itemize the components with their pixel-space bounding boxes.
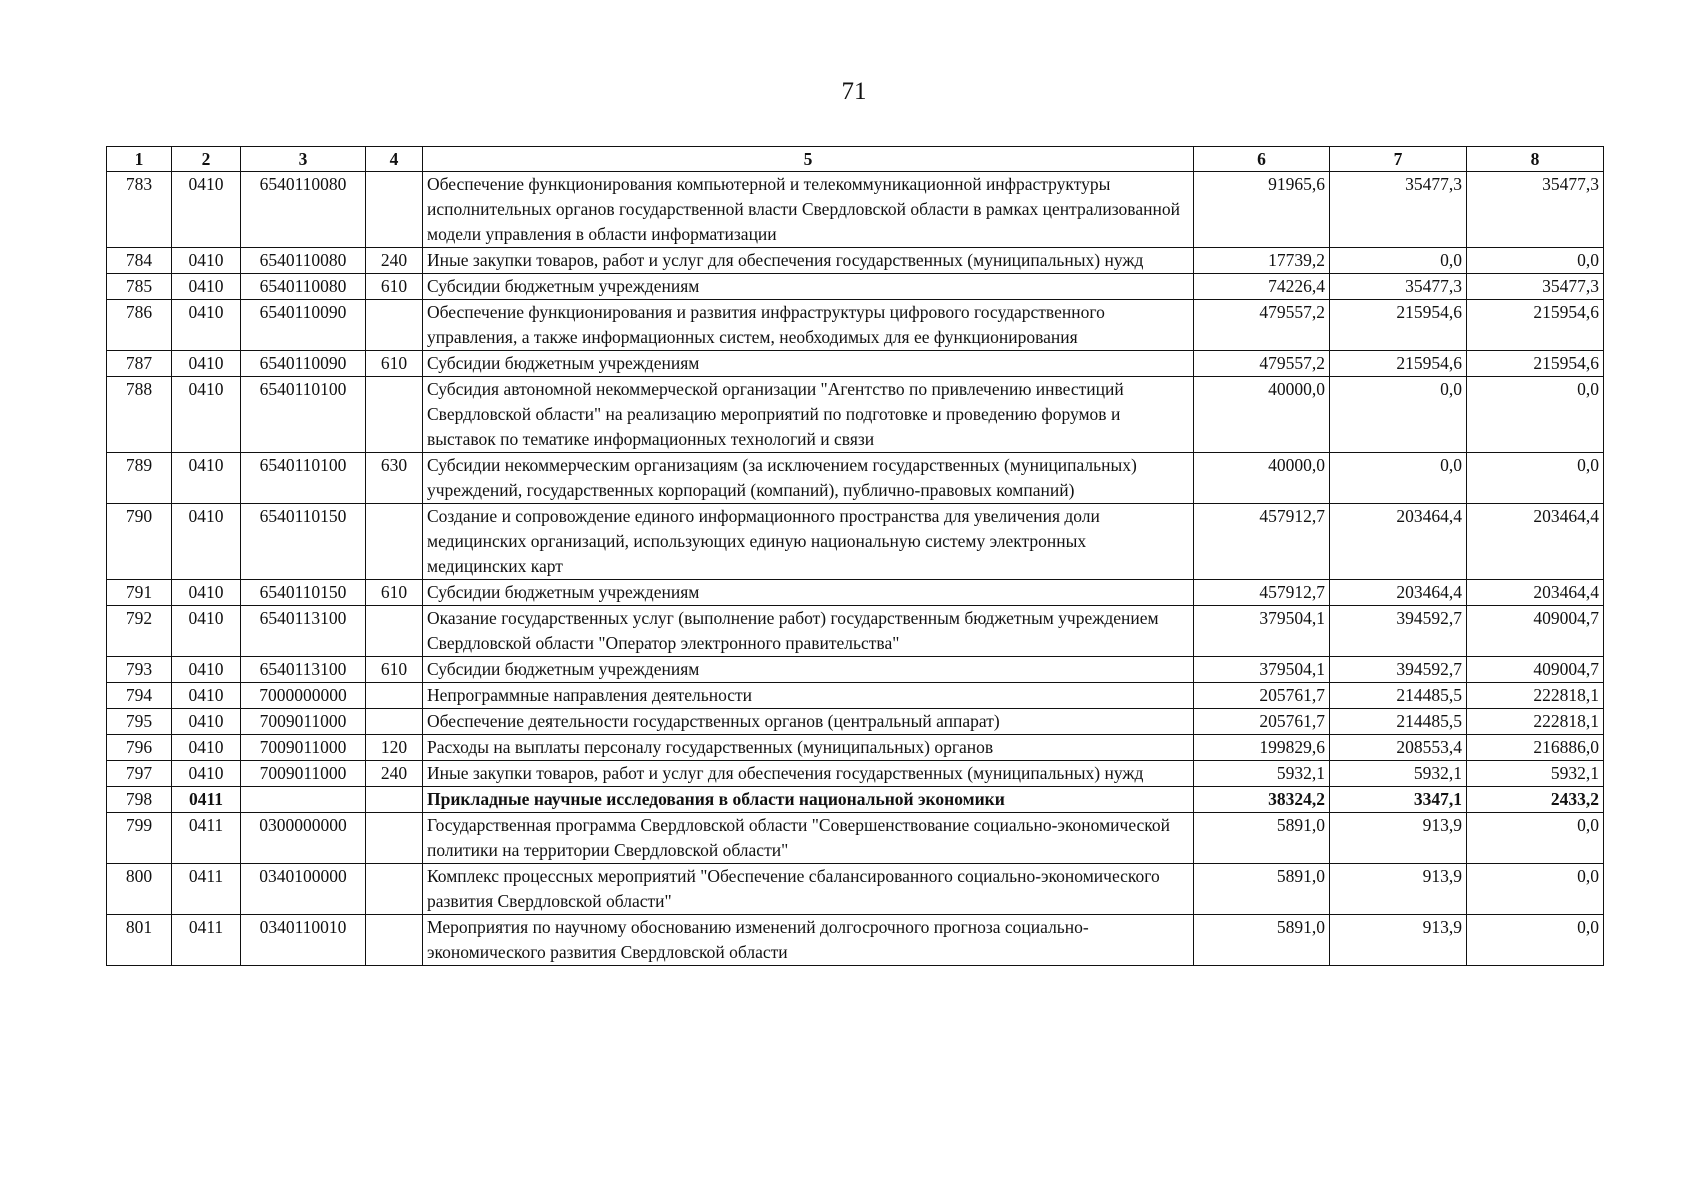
- header-cell: 4: [366, 147, 423, 172]
- row-number-cell: 793: [107, 657, 172, 683]
- section-code-cell: 0411: [172, 864, 241, 915]
- amount-col6-cell: 205761,7: [1194, 709, 1330, 735]
- section-code-cell: 0410: [172, 657, 241, 683]
- amount-col7-cell: 35477,3: [1330, 172, 1467, 248]
- row-number-cell: 789: [107, 453, 172, 504]
- amount-col6-cell: 40000,0: [1194, 377, 1330, 453]
- amount-col7-cell: 214485,5: [1330, 709, 1467, 735]
- article-code-cell: 7000000000: [241, 683, 366, 709]
- row-number-cell: 800: [107, 864, 172, 915]
- expense-type-cell: 610: [366, 351, 423, 377]
- row-number-cell: 801: [107, 915, 172, 966]
- amount-col7-cell: 215954,6: [1330, 300, 1467, 351]
- description-cell: Мероприятия по научному обоснованию изменений долгосрочного прогноза социально-экономического развития Свердловской области: [423, 915, 1194, 966]
- amount-col8-cell: 0,0: [1467, 864, 1604, 915]
- amount-col8-cell: 35477,3: [1467, 172, 1604, 248]
- article-code-cell: 6540110150: [241, 504, 366, 580]
- row-number-cell: 784: [107, 248, 172, 274]
- section-code-cell: 0410: [172, 504, 241, 580]
- section-code-cell: 0410: [172, 248, 241, 274]
- article-code-cell: 6540110150: [241, 580, 366, 606]
- description-cell: Иные закупки товаров, работ и услуг для обеспечения государственных (муниципальных) нужд: [423, 248, 1194, 274]
- table-row: [107, 761, 1604, 787]
- amount-col8-cell: 0,0: [1467, 248, 1604, 274]
- amount-col8-cell: 5932,1: [1467, 761, 1604, 787]
- row-number-cell: 798: [107, 787, 172, 813]
- amount-col6-cell: 17739,2: [1194, 248, 1330, 274]
- amount-col8-cell: 203464,4: [1467, 504, 1604, 580]
- article-code-cell: 0340100000: [241, 864, 366, 915]
- section-code-cell: 0410: [172, 735, 241, 761]
- amount-col6-cell: 5891,0: [1194, 864, 1330, 915]
- article-code-cell: 7009011000: [241, 761, 366, 787]
- table-row: [107, 248, 1604, 274]
- amount-col7-cell: 0,0: [1330, 377, 1467, 453]
- description-cell: Оказание государственных услуг (выполнение работ) государственным бюджетным учреждением Свердловской области "Оператор электронного правительства": [423, 606, 1194, 657]
- description-cell: Обеспечение функционирования компьютерной и телекоммуникационной инфраструктуры исполнительных органов государственной власти Свердловской области в рамках централизованной модели управления в области информатизации: [423, 172, 1194, 248]
- amount-col8-cell: 215954,6: [1467, 300, 1604, 351]
- row-number-cell: 785: [107, 274, 172, 300]
- header-cell: 8: [1467, 147, 1604, 172]
- section-code-cell: 0411: [172, 813, 241, 864]
- article-code-cell: 6540110090: [241, 300, 366, 351]
- section-code-cell: 0410: [172, 761, 241, 787]
- description-cell: Создание и сопровождение единого информационного пространства для увеличения доли медицинских организаций, использующих единую национальную систему электронных медицинских карт: [423, 504, 1194, 580]
- section-code-cell: 0410: [172, 377, 241, 453]
- description-cell: Расходы на выплаты персоналу государственных (муниципальных) органов: [423, 735, 1194, 761]
- amount-col6-cell: 205761,7: [1194, 683, 1330, 709]
- row-number-cell: 786: [107, 300, 172, 351]
- table-row: [107, 709, 1604, 735]
- amount-col7-cell: 208553,4: [1330, 735, 1467, 761]
- description-cell: Субсидии бюджетным учреждениям: [423, 657, 1194, 683]
- amount-col8-cell: 0,0: [1467, 915, 1604, 966]
- description-cell: Прикладные научные исследования в области национальной экономики: [423, 787, 1194, 813]
- description-cell: Субсидии бюджетным учреждениям: [423, 351, 1194, 377]
- article-code-cell: 7009011000: [241, 735, 366, 761]
- expense-type-cell: 610: [366, 274, 423, 300]
- description-cell: Обеспечение деятельности государственных органов (центральный аппарат): [423, 709, 1194, 735]
- expense-type-cell: [366, 172, 423, 248]
- section-code-cell: 0411: [172, 787, 241, 813]
- page-number: 71: [841, 78, 867, 105]
- amount-col6-cell: 91965,6: [1194, 172, 1330, 248]
- expense-type-cell: [366, 377, 423, 453]
- description-cell: Обеспечение функционирования и развития инфраструктуры цифрового государственного управления, а также информационных систем, необходимых для ее функционирования: [423, 300, 1194, 351]
- description-cell: Субсидии некоммерческим организациям (за исключением государственных (муниципальных) учреждений, государственных корпораций (компаний), публично-правовых компаний): [423, 453, 1194, 504]
- section-code-cell: 0411: [172, 915, 241, 966]
- section-code-cell: 0410: [172, 300, 241, 351]
- article-code-cell: 0340110010: [241, 915, 366, 966]
- row-number-cell: 790: [107, 504, 172, 580]
- amount-col6-cell: 379504,1: [1194, 657, 1330, 683]
- amount-col8-cell: 222818,1: [1467, 683, 1604, 709]
- expense-type-cell: 240: [366, 248, 423, 274]
- amount-col7-cell: 0,0: [1330, 453, 1467, 504]
- row-number-cell: 797: [107, 761, 172, 787]
- amount-col6-cell: 5932,1: [1194, 761, 1330, 787]
- amount-col7-cell: 913,9: [1330, 864, 1467, 915]
- header-cell: 3: [241, 147, 366, 172]
- row-number-cell: 794: [107, 683, 172, 709]
- amount-col8-cell: 35477,3: [1467, 274, 1604, 300]
- expense-type-cell: 120: [366, 735, 423, 761]
- row-number-cell: 787: [107, 351, 172, 377]
- amount-col8-cell: 409004,7: [1467, 657, 1604, 683]
- amount-col6-cell: 379504,1: [1194, 606, 1330, 657]
- section-code-cell: 0410: [172, 453, 241, 504]
- table-row: [107, 657, 1604, 683]
- article-code-cell: 7009011000: [241, 709, 366, 735]
- section-code-cell: 0410: [172, 709, 241, 735]
- amount-col6-cell: 479557,2: [1194, 300, 1330, 351]
- amount-col8-cell: 0,0: [1467, 377, 1604, 453]
- expense-type-cell: [366, 915, 423, 966]
- row-number-cell: 795: [107, 709, 172, 735]
- expense-type-cell: [366, 300, 423, 351]
- expense-type-cell: [366, 606, 423, 657]
- amount-col6-cell: 38324,2: [1194, 787, 1330, 813]
- article-code-cell: 6540110080: [241, 172, 366, 248]
- amount-col6-cell: 74226,4: [1194, 274, 1330, 300]
- section-code-cell: 0410: [172, 351, 241, 377]
- header-cell: 6: [1194, 147, 1330, 172]
- description-cell: Субсидия автономной некоммерческой организации "Агентство по привлечению инвестиций Свердловской области" на реализацию мероприятий по подготовке и проведению форумов и выставок по тематике информационных технологий и связи: [423, 377, 1194, 453]
- row-number-cell: 783: [107, 172, 172, 248]
- header-cell: 1: [107, 147, 172, 172]
- amount-col7-cell: 214485,5: [1330, 683, 1467, 709]
- amount-col7-cell: 203464,4: [1330, 580, 1467, 606]
- row-number-cell: 796: [107, 735, 172, 761]
- header-cell: 7: [1330, 147, 1467, 172]
- amount-col8-cell: 2433,2: [1467, 787, 1604, 813]
- amount-col7-cell: 394592,7: [1330, 657, 1467, 683]
- amount-col7-cell: 913,9: [1330, 915, 1467, 966]
- table-row: [107, 606, 1604, 657]
- expense-type-cell: 630: [366, 453, 423, 504]
- section-code-cell: 0410: [172, 683, 241, 709]
- description-cell: Непрограммные направления деятельности: [423, 683, 1194, 709]
- table-row: [107, 172, 1604, 248]
- section-code-cell: 0410: [172, 580, 241, 606]
- amount-col8-cell: 409004,7: [1467, 606, 1604, 657]
- table-row: [107, 813, 1604, 864]
- table-row: [107, 351, 1604, 377]
- article-code-cell: 6540110080: [241, 274, 366, 300]
- amount-col6-cell: 5891,0: [1194, 915, 1330, 966]
- article-code-cell: [241, 787, 366, 813]
- amount-col8-cell: 0,0: [1467, 453, 1604, 504]
- header-row: [107, 147, 1604, 172]
- amount-col6-cell: 457912,7: [1194, 504, 1330, 580]
- row-number-cell: 799: [107, 813, 172, 864]
- amount-col8-cell: 0,0: [1467, 813, 1604, 864]
- expense-type-cell: [366, 504, 423, 580]
- table-row: [107, 504, 1604, 580]
- row-number-cell: 792: [107, 606, 172, 657]
- amount-col8-cell: 222818,1: [1467, 709, 1604, 735]
- expense-type-cell: [366, 709, 423, 735]
- header-cell: 5: [423, 147, 1194, 172]
- description-cell: Иные закупки товаров, работ и услуг для обеспечения государственных (муниципальных) нужд: [423, 761, 1194, 787]
- table-row: [107, 453, 1604, 504]
- table-row: [107, 683, 1604, 709]
- table-row: [107, 580, 1604, 606]
- description-cell: Государственная программа Свердловской области "Совершенствование социально-экономической политики на территории Свердловской области": [423, 813, 1194, 864]
- amount-col7-cell: 913,9: [1330, 813, 1467, 864]
- section-code-cell: 0410: [172, 172, 241, 248]
- expense-type-cell: [366, 683, 423, 709]
- table-row: [107, 864, 1604, 915]
- budget-table: [106, 146, 1604, 966]
- amount-col8-cell: 216886,0: [1467, 735, 1604, 761]
- row-number-cell: 791: [107, 580, 172, 606]
- table-row: [107, 735, 1604, 761]
- amount-col7-cell: 35477,3: [1330, 274, 1467, 300]
- description-cell: Комплекс процессных мероприятий "Обеспечение сбалансированного социально-экономического развития Свердловской области": [423, 864, 1194, 915]
- article-code-cell: 6540110080: [241, 248, 366, 274]
- amount-col7-cell: 394592,7: [1330, 606, 1467, 657]
- amount-col6-cell: 457912,7: [1194, 580, 1330, 606]
- amount-col7-cell: 203464,4: [1330, 504, 1467, 580]
- amount-col8-cell: 203464,4: [1467, 580, 1604, 606]
- amount-col7-cell: 5932,1: [1330, 761, 1467, 787]
- amount-col7-cell: 0,0: [1330, 248, 1467, 274]
- amount-col6-cell: 479557,2: [1194, 351, 1330, 377]
- amount-col7-cell: 215954,6: [1330, 351, 1467, 377]
- article-code-cell: 0300000000: [241, 813, 366, 864]
- amount-col6-cell: 199829,6: [1194, 735, 1330, 761]
- header-cell: 2: [172, 147, 241, 172]
- description-cell: Субсидии бюджетным учреждениям: [423, 580, 1194, 606]
- article-code-cell: 6540113100: [241, 606, 366, 657]
- table-row: [107, 915, 1604, 966]
- expense-type-cell: [366, 864, 423, 915]
- expense-type-cell: 240: [366, 761, 423, 787]
- amount-col8-cell: 215954,6: [1467, 351, 1604, 377]
- amount-col6-cell: 5891,0: [1194, 813, 1330, 864]
- table-row: [107, 274, 1604, 300]
- expense-type-cell: 610: [366, 657, 423, 683]
- article-code-cell: 6540110100: [241, 453, 366, 504]
- table-row: [107, 300, 1604, 351]
- description-cell: Субсидии бюджетным учреждениям: [423, 274, 1194, 300]
- article-code-cell: 6540110090: [241, 351, 366, 377]
- expense-type-cell: 610: [366, 580, 423, 606]
- article-code-cell: 6540110100: [241, 377, 366, 453]
- section-code-cell: 0410: [172, 606, 241, 657]
- table-row-subtotal: [107, 787, 1604, 813]
- section-code-cell: 0410: [172, 274, 241, 300]
- expense-type-cell: [366, 787, 423, 813]
- amount-col7-cell: 3347,1: [1330, 787, 1467, 813]
- row-number-cell: 788: [107, 377, 172, 453]
- expense-type-cell: [366, 813, 423, 864]
- table-row: [107, 377, 1604, 453]
- amount-col6-cell: 40000,0: [1194, 453, 1330, 504]
- article-code-cell: 6540113100: [241, 657, 366, 683]
